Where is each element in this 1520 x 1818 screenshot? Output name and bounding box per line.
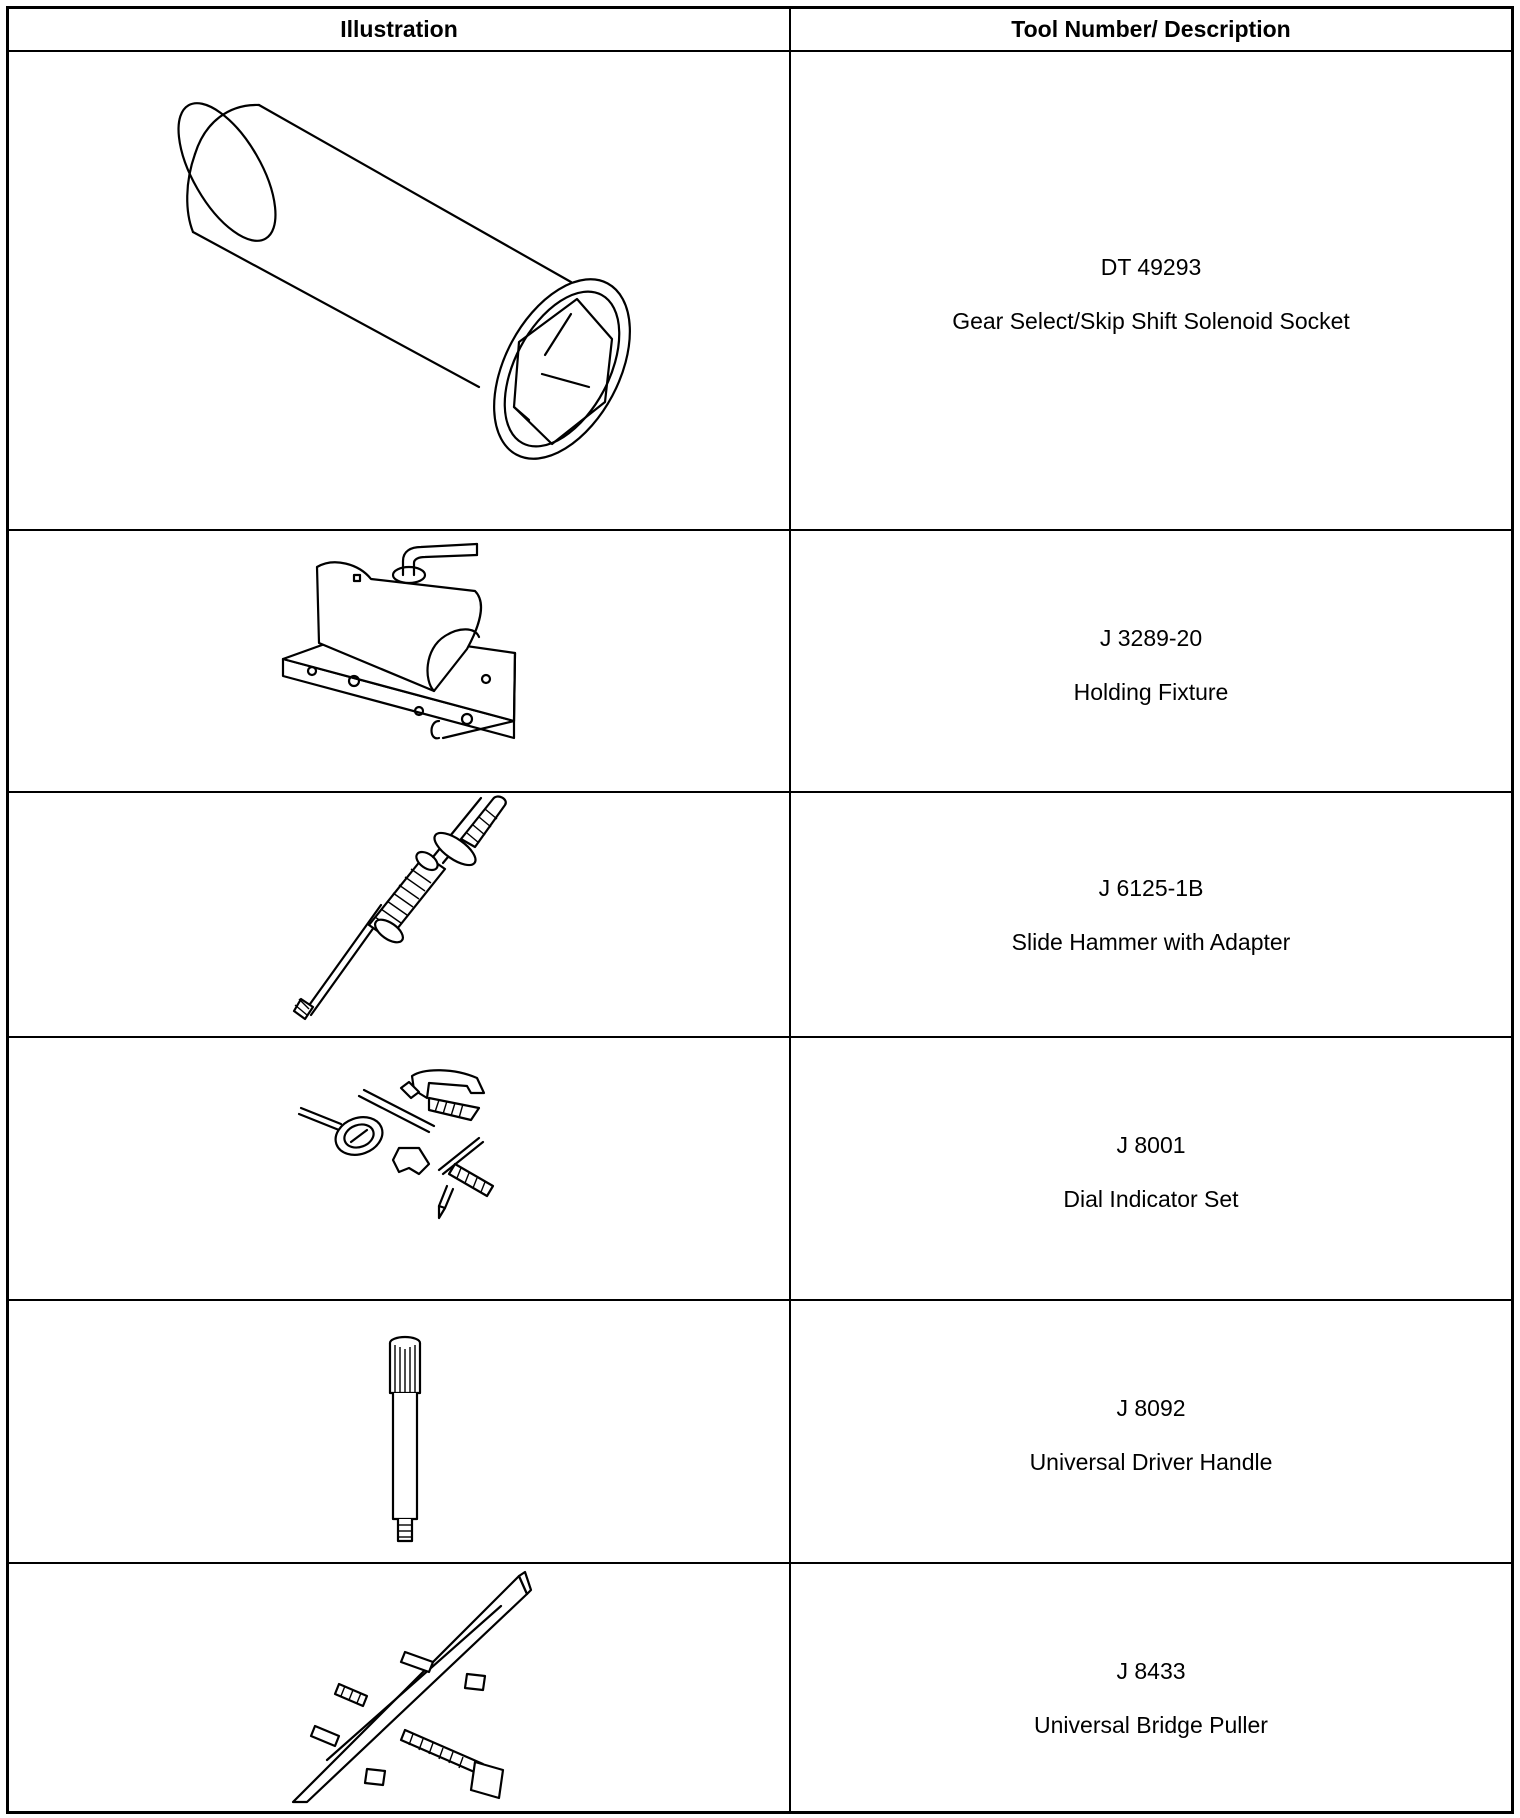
socket-icon <box>9 52 789 531</box>
tool-description: Slide Hammer with Adapter <box>1011 929 1291 955</box>
tool-number: J 8001 <box>1116 1132 1186 1158</box>
table-row <box>9 52 1511 531</box>
tool-number: DT 49293 <box>1100 254 1202 280</box>
tool-number: J 8092 <box>1116 1395 1186 1421</box>
tool-number: J 3289-20 <box>1099 625 1203 651</box>
illustration-cell <box>9 1038 789 1299</box>
illustration-cell <box>9 793 789 1036</box>
table-row <box>9 1038 1511 1301</box>
table-row <box>9 1564 1511 1811</box>
slide-hammer-icon <box>9 793 789 1038</box>
tool-description: Dial Indicator Set <box>1063 1186 1239 1212</box>
table-row <box>9 793 1511 1038</box>
tool-number: J 8433 <box>1116 1658 1186 1684</box>
tool-description: Holding Fixture <box>1073 679 1229 705</box>
table-header <box>9 9 1511 52</box>
description-cell <box>791 531 1511 791</box>
driver-handle-icon <box>9 1301 789 1564</box>
bridge-puller-icon <box>9 1564 789 1811</box>
description-cell <box>791 793 1511 1036</box>
holding-fixture-icon <box>9 531 789 793</box>
illustration-cell <box>9 52 789 529</box>
special-tools-table <box>6 6 1514 1814</box>
table-row <box>9 531 1511 793</box>
tool-description: Universal Driver Handle <box>1029 1449 1273 1475</box>
tool-description: Universal Bridge Puller <box>1034 1712 1268 1738</box>
description-cell <box>791 1038 1511 1299</box>
tool-description: Gear Select/Skip Shift Solenoid Socket <box>952 308 1350 334</box>
header-tool-number-description: Tool Number/ Description <box>1011 16 1291 42</box>
tool-number: J 6125-1B <box>1098 875 1204 901</box>
description-cell <box>791 1301 1511 1562</box>
header-illustration: Illustration <box>340 16 458 42</box>
illustration-cell <box>9 531 789 791</box>
table-row <box>9 1301 1511 1564</box>
dial-indicator-set-icon <box>9 1038 789 1301</box>
description-cell <box>791 52 1511 529</box>
illustration-cell <box>9 1301 789 1562</box>
description-cell <box>791 1564 1511 1811</box>
illustration-cell <box>9 1564 789 1811</box>
